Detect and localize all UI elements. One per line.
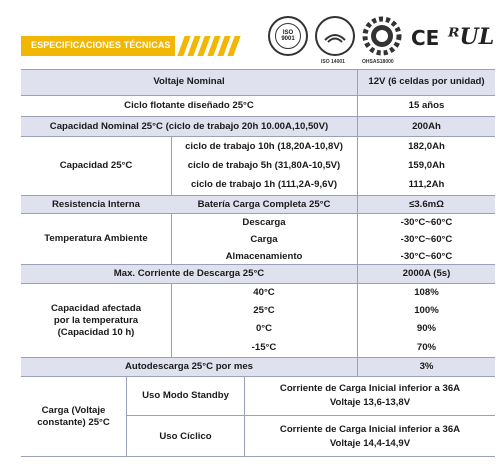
internal-resistance-condition: Batería Carga Completa 25°C: [171, 196, 357, 213]
capacity-1h-label: ciclo de trabajo 1h (111,2A-9,6V): [190, 179, 338, 190]
max-discharge-label: Max. Corriente de Descarga 25°C: [21, 265, 357, 283]
banner-bar: [21, 36, 175, 56]
float-life-value: 15 años: [408, 100, 445, 111]
capacity-5h-value: 159,0Ah: [408, 159, 445, 171]
self-discharge-label: Autodescarga 25°C por mes: [21, 358, 357, 376]
banner-title: ESPECIFICACIONES TÉCNICAS: [31, 40, 171, 50]
column-divider: [357, 69, 358, 376]
cyclic-use-detail: [245, 416, 495, 457]
ohsas-gear-icon: [362, 16, 402, 56]
ambient-discharge-label: Descarga: [242, 216, 286, 228]
temp-capacity-label: [21, 284, 171, 357]
cyclic-use-label: Uso Cíclico: [159, 430, 212, 442]
temp-capacity-label-line1: Capacidad afectada: [50, 302, 142, 314]
internal-resistance-value: ≤3.6mΩ: [358, 196, 495, 213]
table-bottom-border: [21, 456, 495, 457]
standby-voltage: Voltaje 13,6-13,8V: [329, 397, 411, 408]
capacity-1h-value: 111,2Ah: [408, 179, 445, 190]
temp-25-label: 25°C: [253, 305, 275, 316]
section-banner: [21, 36, 245, 56]
row-divider: [21, 264, 495, 265]
column-divider: [126, 376, 127, 457]
iso-9001-line2: 9001: [281, 36, 295, 42]
row-divider: [21, 213, 495, 214]
iso-14001-caption: ISO 14001: [321, 59, 345, 65]
internal-resistance-label: Resistencia Interna: [21, 196, 171, 213]
capacity-25-label: Capacidad 25°C: [59, 160, 133, 171]
capacity-nominal-label: Capacidad Nominal 25°C (ciclo de trabajo 20h 10.00A,10,50V): [21, 117, 357, 136]
ul-mark-icon: ᴿUL: [448, 24, 495, 50]
certification-logos: [268, 10, 493, 70]
temp-40-value: 108%: [414, 287, 439, 298]
ambient-discharge-value: -30°C~60°C: [400, 216, 453, 228]
max-discharge-value: 2000A (5s): [358, 265, 495, 283]
ambient-storage-value: -30°C~60°C: [400, 250, 453, 262]
temp-capacity-label-line2: por la temperatura: [53, 314, 139, 326]
charge-voltage-label-line2: constante) 25°C: [37, 417, 110, 428]
self-discharge-value: 3%: [358, 358, 495, 376]
temp-0-label: 0°C: [255, 323, 273, 334]
temp-minus15-value: 70%: [416, 341, 437, 353]
table-top-border: [21, 69, 495, 70]
ce-mark-icon: CE: [411, 26, 440, 50]
row-divider: [21, 195, 495, 196]
cyclic-current: Corriente de Carga Inicial inferior a 36A: [279, 423, 461, 435]
capacity-10h-value: 182,0Ah: [408, 140, 445, 152]
temp-40-label: 40°C: [253, 287, 275, 298]
ambient-storage-label: Almacenamiento: [225, 250, 303, 262]
capacity-5h-label: ciclo de trabajo 5h (31,80A-10,5V): [187, 159, 341, 171]
ambient-charge-label: Carga: [250, 233, 278, 245]
globe-icon: [324, 28, 346, 44]
column-divider: [171, 136, 172, 195]
ambient-temp-label: Temperatura Ambiente: [44, 233, 148, 244]
row-divider: [21, 95, 495, 96]
iso-14001-logo: [315, 16, 355, 65]
iso-9001-seal-icon: [268, 16, 308, 56]
temp-0-value: 90%: [416, 323, 437, 334]
temp-25-value: 100%: [414, 305, 439, 316]
standby-current: Corriente de Carga Inicial inferior a 36A: [279, 383, 461, 394]
temp-minus15-label: -15°C: [251, 341, 277, 353]
charge-voltage-label-line1: Carga (Voltaje: [41, 405, 106, 416]
float-life-label: Ciclo flotante diseñado 25°C: [124, 100, 254, 111]
standby-use-label: Uso Modo Standby: [142, 390, 229, 401]
standby-use-detail: [245, 377, 495, 415]
voltage-nominal-label: Voltaje Nominal: [21, 69, 357, 95]
column-divider: [171, 283, 172, 357]
capacity-10h-label: ciclo de trabajo 10h (18,20A-10,8V): [185, 140, 343, 152]
cyclic-voltage: Voltaje 14,4-14,9V: [329, 437, 411, 449]
charge-voltage-label: [21, 377, 126, 457]
iso-9001-line1: ISO: [282, 30, 294, 36]
row-divider: [127, 415, 495, 416]
column-divider: [171, 213, 172, 264]
iso-14001-seal-icon: [315, 16, 355, 56]
column-divider: [244, 376, 245, 457]
capacity-nominal-value: 200Ah: [358, 117, 495, 136]
temp-capacity-label-line3: (Capacidad 10 h): [57, 326, 135, 338]
row-divider: [21, 136, 495, 137]
row-divider: [21, 116, 495, 117]
voltage-nominal-value: 12V (6 celdas por unidad): [358, 69, 495, 95]
ohsas-caption: OHSAS18000: [362, 59, 394, 65]
ambient-charge-value: -30°C~60°C: [400, 233, 453, 245]
row-divider: [21, 357, 495, 358]
row-divider: [21, 283, 495, 284]
row-divider: [21, 376, 495, 377]
specifications-table: [21, 69, 495, 457]
ohsas-logo: [362, 16, 402, 65]
